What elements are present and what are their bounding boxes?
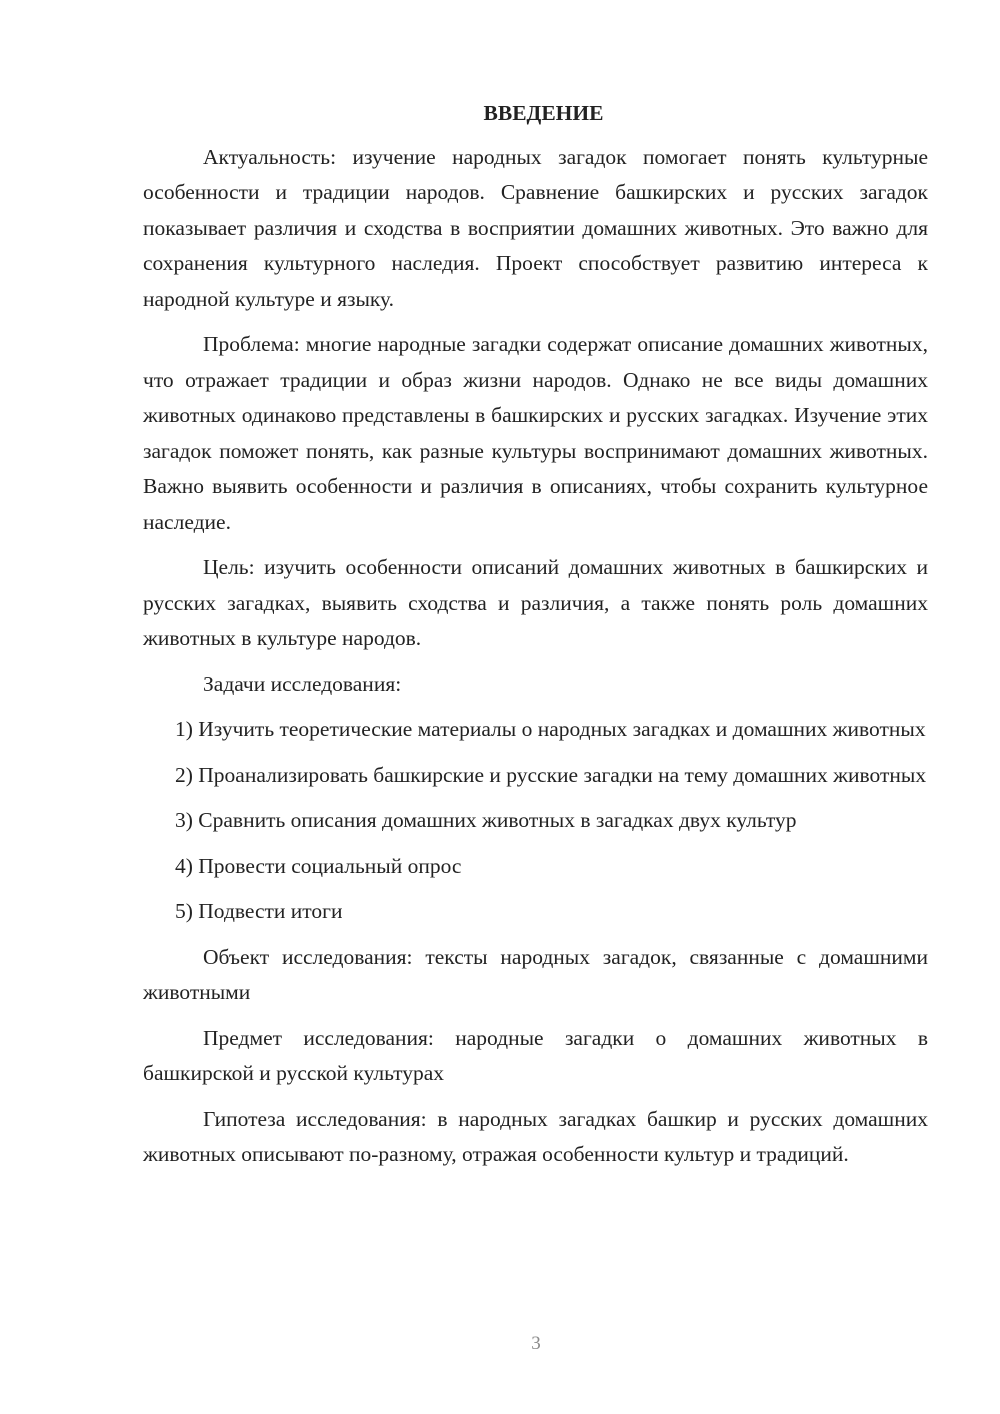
page-number: 3 [531,1333,541,1354]
goal-paragraph: Цель: изучить особенности описаний домашних животных в башкирских и русских загадках, выявить сходства и различия, а также понять роль домашних животных в культуре народов. [143,555,928,650]
task-item-2: 2) Проанализировать башкирские и русские загадки на тему домашних животных [175,762,927,787]
document-page [143,96,928,1183]
hypothesis-paragraph: Гипотеза исследования: в народных загадках башкир и русских домашних животных описывают по-разному, отражая особенности культур и традиций. [143,1106,928,1166]
subject-paragraph: Предмет исследования: народные загадки о домашних животных в башкирской и русской культурах [143,1025,928,1085]
task-item-4: 4) Провести социальный опрос [175,853,462,878]
section-title: ВВЕДЕНИЕ [483,101,604,125]
object-paragraph: Объект исследования: тексты народных загадок, связанные с домашними животными [143,944,928,1004]
tasks-heading: Задачи исследования: [203,671,402,696]
task-item-1: 1) Изучить теоретические материалы о народных загадках и домашних животных [175,717,926,741]
task-item-3: 3) Сравнить описания домашних животных в загадках двух культур [175,808,797,832]
problem-paragraph: Проблема: многие народные загадки содержат описание домашних животных, что отражает традиции и образ жизни народов. Однако не все виды домашних животных одинаково представлены в башкирских и русских загадках. Изучение этих загадок поможет понять, как разные культуры воспринимают домашних животных. Важно выявить особенности и различия в описаниях, чтобы сохранить культурное наследие. [143,332,928,534]
relevance-paragraph: Актуальность: изучение народных загадок помогает понять культурные особенности и традиции народов. Сравнение башкирских и русских загадок показывает различия и сходства в восприятии домашних животных. Это важно для сохранения культурного наследия. Проект способствует развитию интереса к народной культуре и языку. [143,144,928,311]
task-item-5: 5) Подвести итоги [175,899,343,923]
